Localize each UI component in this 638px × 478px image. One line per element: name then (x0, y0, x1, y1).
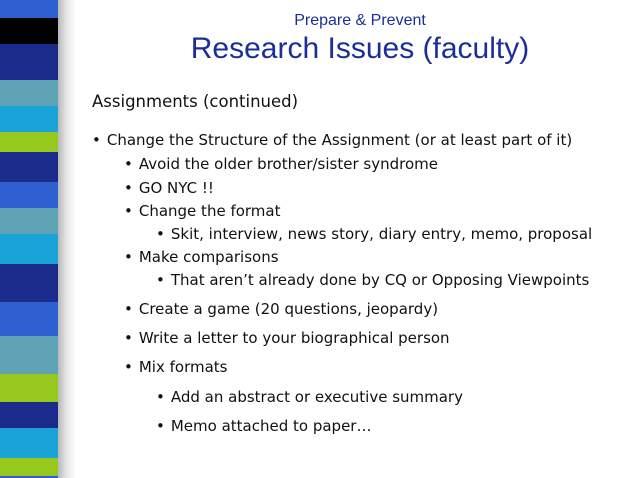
bullet-dot: • (124, 358, 133, 376)
stripe-segment (0, 428, 58, 458)
bullet-item (156, 225, 592, 243)
bullet-text: That aren’t already done by CQ or Opposing Viewpoints (170, 271, 590, 289)
bullet-dot: • (156, 417, 165, 435)
stripe-segment (0, 208, 58, 234)
bullet-dot: • (124, 155, 133, 173)
bullet-text: Change the format (138, 202, 281, 220)
stripe-segment (0, 264, 58, 302)
bullet-dot: • (156, 271, 165, 289)
stripe-segment (0, 152, 58, 182)
stripe-segment (0, 182, 58, 208)
slide-title: Research Issues (faculty) (190, 32, 530, 65)
stripe-segment (0, 374, 58, 402)
bullet-item (124, 329, 450, 347)
stripe-segment (0, 336, 58, 374)
bullet-item (124, 358, 227, 376)
bullet-dot: • (156, 388, 165, 406)
bullet-item (156, 271, 589, 289)
bullet-dot: • (156, 225, 165, 243)
bullet-text: Skit, interview, news story, diary entry, memo, proposal (170, 225, 593, 243)
bullet-item (124, 248, 279, 266)
stripe-segment (0, 458, 58, 476)
bullet-item (124, 300, 438, 318)
stripe-segment (0, 44, 58, 80)
bullet-dot: • (124, 300, 133, 318)
stripe-segment (0, 132, 58, 152)
bullet-dot: • (124, 248, 133, 266)
bullet-dot: • (92, 131, 101, 149)
bullet-item (124, 179, 214, 197)
bullet-text: Mix formats (138, 358, 228, 376)
decorative-stripe-bar (0, 0, 58, 478)
bullet-item (124, 202, 281, 220)
bullet-text: Change the Structure of the Assignment (or at least part of it) (106, 131, 573, 149)
bullet-text: Create a game (20 questions, jeopardy) (138, 300, 439, 318)
section-heading: Assignments (continued) (92, 92, 299, 111)
bullet-text: Avoid the older brother/sister syndrome (138, 155, 438, 173)
bullet-text: Add an abstract or executive summary (170, 388, 463, 406)
stripe-segment (0, 80, 58, 106)
stripe-segment (0, 106, 58, 132)
bullet-item (156, 388, 463, 406)
bullet-text: Memo attached to paper… (170, 417, 372, 435)
bullet-dot: • (124, 202, 133, 220)
bullet-text: GO NYC !! (138, 179, 214, 197)
bullet-dot: • (124, 179, 133, 197)
stripe-segment (0, 18, 58, 44)
bullet-item (124, 155, 438, 173)
bullet-text: Write a letter to your biographical person (138, 329, 450, 347)
bullet-text: Make comparisons (138, 248, 279, 266)
stripe-segment (0, 302, 58, 336)
bullet-dot: • (124, 329, 133, 347)
stripe-bar-shadow (58, 0, 76, 478)
stripe-segment (0, 402, 58, 428)
slide-subtitle: Prepare & Prevent (294, 12, 426, 29)
bullet-item (156, 417, 371, 435)
bullet-item (92, 131, 572, 149)
stripe-segment (0, 234, 58, 264)
stripe-segment (0, 0, 58, 18)
